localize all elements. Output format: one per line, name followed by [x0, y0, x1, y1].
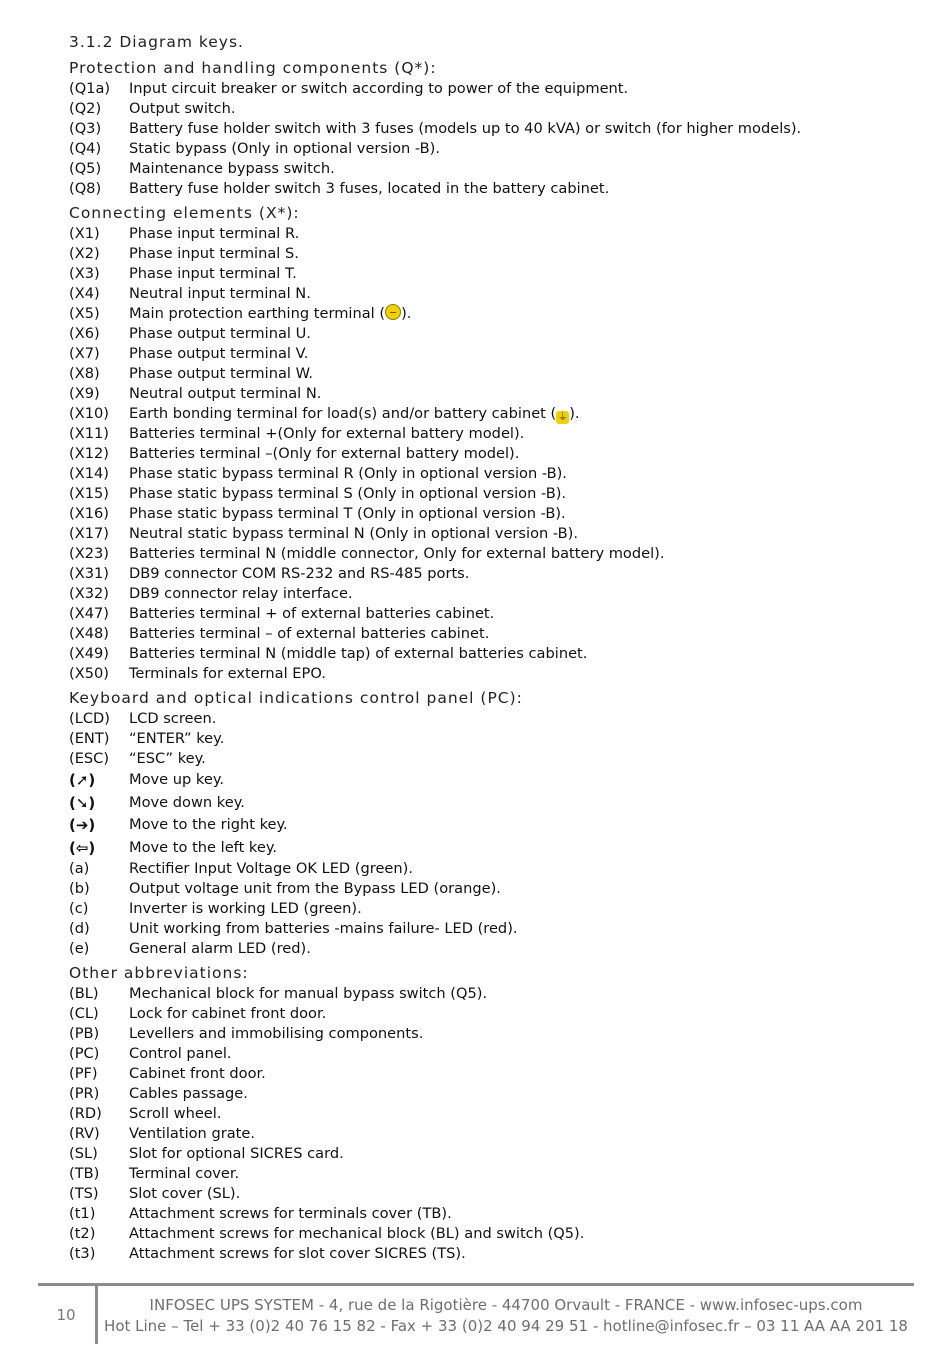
item-description — [129, 304, 411, 324]
item-description: Slot for optional SICRES card. — [129, 1145, 344, 1162]
item-code: (CL) — [69, 1005, 99, 1022]
list-item — [69, 304, 919, 324]
item-code: (Q2) — [69, 100, 102, 117]
list-item — [69, 484, 919, 504]
item-description: Phase output terminal V. — [129, 345, 309, 362]
item-description: Output voltage unit from the Bypass LED (orange). — [129, 880, 501, 897]
list-item — [69, 1224, 919, 1244]
list-item — [69, 264, 919, 284]
page-content — [69, 30, 919, 1264]
protection-list — [69, 79, 919, 199]
item-code: (X10) — [69, 405, 109, 422]
item-description: Levellers and immobilising components. — [129, 1025, 424, 1042]
item-code: (X23) — [69, 545, 109, 562]
item-code: (X5) — [69, 305, 100, 322]
item-description: Neutral static bypass terminal N (Only in optional version -B). — [129, 525, 578, 542]
list-item — [69, 344, 919, 364]
item-description: Batteries terminal N (middle tap) of external batteries cabinet. — [129, 645, 588, 662]
page-number: 10 — [56, 1306, 76, 1324]
list-item — [69, 859, 919, 879]
section-heading: 3.1.2 Diagram keys. — [69, 33, 244, 51]
item-description: Terminal cover. — [129, 1165, 240, 1182]
footer-hotline: Hot Line – Tel + 33 (0)2 40 76 15 82 - Fax + 33 (0)2 40 94 29 51 - hotline@infosec.fr – 03 11 AA AA 201 18 — [104, 1317, 908, 1335]
item-description: Terminals for external EPO. — [129, 665, 326, 682]
list-item — [69, 1144, 919, 1164]
item-description: Cables passage. — [129, 1085, 248, 1102]
list-item — [69, 244, 919, 264]
item-description: Move to the right key. — [129, 816, 288, 833]
item-description-end: ). — [569, 405, 580, 422]
list-item — [69, 424, 919, 444]
item-code: (ESC) — [69, 750, 110, 767]
item-code: (TS) — [69, 1185, 99, 1202]
list-item — [69, 504, 919, 524]
item-description: Phase output terminal U. — [129, 325, 311, 342]
item-code: (TB) — [69, 1165, 100, 1182]
connecting-list — [69, 224, 919, 684]
item-code: (X3) — [69, 265, 100, 282]
item-code: (X49) — [69, 645, 109, 662]
item-code: (PR) — [69, 1085, 100, 1102]
item-code: (Q8) — [69, 180, 102, 197]
item-code: (PB) — [69, 1025, 100, 1042]
item-description: Lock for cabinet front door. — [129, 1005, 327, 1022]
item-description: Mechanical block for manual bypass switch (Q5). — [129, 985, 488, 1002]
list-item — [69, 919, 919, 939]
item-description — [129, 404, 580, 424]
protection-section-title: Protection and handling components (Q*): — [69, 59, 437, 77]
item-description: Batteries terminal N (middle connector, Only for external battery model). — [129, 545, 665, 562]
item-description: Phase output terminal W. — [129, 365, 313, 382]
list-item — [69, 709, 919, 729]
item-description: Unit working from batteries -mains failure- LED (red). — [129, 920, 518, 937]
item-code: (X17) — [69, 525, 109, 542]
item-code: (LCD) — [69, 710, 110, 727]
list-item — [69, 1004, 919, 1024]
item-description: Output switch. — [129, 100, 236, 117]
footer-divider — [38, 1283, 914, 1286]
item-description: Phase input terminal R. — [129, 225, 300, 242]
list-item — [69, 404, 919, 424]
item-code: (PC) — [69, 1045, 100, 1062]
keyboard-section-title: Keyboard and optical indications control panel (PC): — [69, 689, 523, 707]
list-item — [69, 324, 919, 344]
list-item — [69, 984, 919, 1004]
list-item — [69, 1124, 919, 1144]
item-code: (➚) — [69, 771, 96, 789]
list-item — [69, 524, 919, 544]
item-description-end: ). — [401, 305, 412, 322]
item-description: Maintenance bypass switch. — [129, 160, 335, 177]
item-code: (ENT) — [69, 730, 110, 747]
item-code: (X8) — [69, 365, 100, 382]
item-description: Move up key. — [129, 771, 225, 788]
list-item — [69, 444, 919, 464]
item-description: General alarm LED (red). — [129, 940, 311, 957]
item-description: Battery fuse holder switch with 3 fuses (models up to 40 kVA) or switch (for higher models). — [129, 120, 802, 137]
list-item — [69, 899, 919, 919]
item-code: (X48) — [69, 625, 109, 642]
item-code: (c) — [69, 900, 89, 917]
list-item — [69, 1024, 919, 1044]
list-item — [69, 1244, 919, 1264]
item-description: “ENTER” key. — [129, 730, 225, 747]
item-code: (X47) — [69, 605, 109, 622]
item-description: Rectifier Input Voltage OK LED (green). — [129, 860, 413, 877]
list-item — [69, 792, 919, 815]
item-description: Phase static bypass terminal S (Only in optional version -B). — [129, 485, 567, 502]
list-item — [69, 284, 919, 304]
item-description: Control panel. — [129, 1045, 232, 1062]
item-code: (BL) — [69, 985, 99, 1002]
item-description: Scroll wheel. — [129, 1105, 222, 1122]
item-code: (t3) — [69, 1245, 96, 1262]
item-code: (X31) — [69, 565, 109, 582]
list-item — [69, 644, 919, 664]
list-item — [69, 79, 919, 99]
item-code: (X14) — [69, 465, 109, 482]
list-item — [69, 159, 919, 179]
item-code: (t1) — [69, 1205, 96, 1222]
list-item — [69, 99, 919, 119]
list-item — [69, 769, 919, 792]
item-description: LCD screen. — [129, 710, 217, 727]
item-description: DB9 connector COM RS-232 and RS-485 ports. — [129, 565, 470, 582]
list-item — [69, 564, 919, 584]
item-description: Attachment screws for terminals cover (TB). — [129, 1205, 452, 1222]
item-description: Batteries terminal + of external batteries cabinet. — [129, 605, 495, 622]
item-code: (X32) — [69, 585, 109, 602]
item-code: (X50) — [69, 665, 109, 682]
item-description: Batteries terminal – of external batteries cabinet. — [129, 625, 490, 642]
list-item — [69, 1064, 919, 1084]
protective-earth-icon — [385, 304, 401, 320]
connecting-section-title: Connecting elements (X*): — [69, 204, 300, 222]
item-code: (➘) — [69, 793, 96, 812]
item-code: (X2) — [69, 245, 100, 262]
item-description: Slot cover (SL). — [129, 1185, 241, 1202]
item-code: (X6) — [69, 325, 100, 342]
item-description-start: Main protection earthing terminal ( — [129, 305, 386, 322]
item-description: Phase static bypass terminal R (Only in optional version -B). — [129, 465, 567, 482]
list-item — [69, 224, 919, 244]
item-description: Static bypass (Only in optional version -B). — [129, 140, 440, 157]
list-item — [69, 584, 919, 604]
item-description: Attachment screws for mechanical block (BL) and switch (Q5). — [129, 1225, 585, 1242]
item-description: Input circuit breaker or switch according to power of the equipment. — [129, 80, 629, 97]
item-code: (X1) — [69, 225, 100, 242]
item-description: Phase static bypass terminal T (Only in optional version -B). — [129, 505, 566, 522]
item-description: Cabinet front door. — [129, 1065, 266, 1082]
list-item — [69, 139, 919, 159]
item-code: (RD) — [69, 1105, 102, 1122]
list-item — [69, 939, 919, 959]
item-code: (X15) — [69, 485, 109, 502]
item-description: Move to the left key. — [129, 838, 278, 856]
list-item — [69, 1044, 919, 1064]
list-item — [69, 119, 919, 139]
item-code: (Q3) — [69, 120, 102, 137]
item-description: Attachment screws for slot cover SICRES (TS). — [129, 1245, 466, 1262]
list-item — [69, 1084, 919, 1104]
footer-address: INFOSEC UPS SYSTEM - 4, rue de la Rigotière - 44700 Orvault - FRANCE - www.infosec-ups.com — [149, 1296, 863, 1314]
item-code: (t2) — [69, 1225, 96, 1242]
item-code: (a) — [69, 860, 90, 877]
item-description: “ESC” key. — [129, 750, 206, 767]
item-description: Neutral output terminal N. — [129, 385, 322, 402]
list-item — [69, 179, 919, 199]
item-description: Neutral input terminal N. — [129, 285, 311, 302]
item-code: (➔) — [69, 816, 96, 834]
list-item — [69, 464, 919, 484]
item-description: Inverter is working LED (green). — [129, 900, 362, 917]
list-item — [69, 544, 919, 564]
item-description: Batteries terminal –(Only for external battery model). — [129, 445, 520, 462]
item-code: (⇦) — [69, 838, 96, 857]
item-code: (Q1a) — [69, 80, 111, 97]
item-code: (SL) — [69, 1145, 98, 1162]
list-item — [69, 837, 919, 860]
list-item — [69, 1164, 919, 1184]
item-description: DB9 connector relay interface. — [129, 585, 353, 602]
item-code: (PF) — [69, 1065, 98, 1082]
item-code: (e) — [69, 940, 90, 957]
keyboard-list — [69, 709, 919, 959]
item-description-start: Earth bonding terminal for load(s) and/or battery cabinet ( — [129, 405, 557, 422]
item-code: (Q4) — [69, 140, 102, 157]
item-code: (X12) — [69, 445, 109, 462]
list-item — [69, 364, 919, 384]
list-item — [69, 729, 919, 749]
list-item — [69, 814, 919, 837]
item-code: (X16) — [69, 505, 109, 522]
item-description: Phase input terminal S. — [129, 245, 299, 262]
earth-bonding-icon: ⏚ — [557, 412, 568, 423]
list-item — [69, 879, 919, 899]
item-description: Batteries terminal +(Only for external battery model). — [129, 425, 525, 442]
item-description: Battery fuse holder switch 3 fuses, located in the battery cabinet. — [129, 180, 610, 197]
list-item — [69, 1204, 919, 1224]
list-item — [69, 384, 919, 404]
item-description: Move down key. — [129, 793, 245, 811]
item-code: (b) — [69, 880, 90, 897]
list-item — [69, 749, 919, 769]
list-item — [69, 1184, 919, 1204]
item-code: (X9) — [69, 385, 100, 402]
list-item — [69, 1104, 919, 1124]
other-section-title: Other abbreviations: — [69, 964, 249, 982]
item-code: (d) — [69, 920, 90, 937]
item-code: (X11) — [69, 425, 109, 442]
list-item — [69, 604, 919, 624]
other-list — [69, 984, 919, 1264]
item-code: (Q5) — [69, 160, 102, 177]
list-item — [69, 664, 919, 684]
list-item — [69, 624, 919, 644]
footer-vertical-divider — [95, 1286, 98, 1344]
item-description: Ventilation grate. — [129, 1125, 255, 1142]
item-code: (X7) — [69, 345, 100, 362]
item-code: (X4) — [69, 285, 100, 302]
item-code: (RV) — [69, 1125, 100, 1142]
item-description: Phase input terminal T. — [129, 265, 297, 282]
